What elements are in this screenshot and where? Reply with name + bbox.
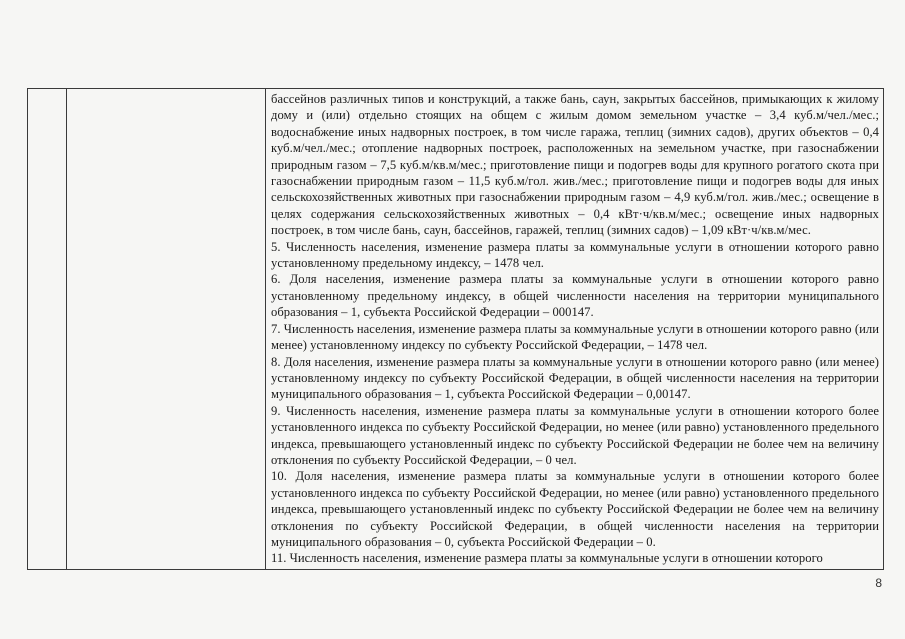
table-column-content [271, 91, 879, 569]
paragraph-item-8: 8. Доля населения, изменение размера платы за коммунальные услуги в отношении которого равно (или менее) установленному индексу по субъекту Российской Федерации, в общей численности населения на территории муниципального образования – 1, субъекта Российской Федерации – 0,00147. [271, 354, 879, 402]
paragraph-item-7: 7. Численность населения, изменение размера платы за коммунальные услуги в отношении которого равно (или менее) установленному индексу по субъекту Российской Федерации, – 1478 чел. [271, 321, 879, 353]
paragraph-item-10: 10. Доля населения, изменение размера платы за коммунальные услуги в отношении которого более установленного индекса по субъекту Российской Федерации, но менее (или равно) установленного предельного индекса, превышающего установленный индекс по субъекту Российской Федерации не более чем на величину отклонения по субъекту Российской Федерации, в общей численности населения на территории муниципального образования – 0, субъекта Российской Федерации – 0. [271, 469, 879, 549]
paragraph-continuation: бассейнов различных типов и конструкций, а также бань, саун, закрытых бассейнов, примыкающих к жилому дому и (или) отдельно стоящих на общем с жилым домом земельном участке – 3,4 куб.м/чел./мес.; водоснабжение иных надворных построек, в том числе гаража, теплиц (зимних садов), других объектов – 0,4 куб.м/чел./мес.; отопление надворных построек, расположенных на земельном участке, при газоснабжении природным газом – 7,5 куб.м/кв.м/мес.; приготовление пищи и подогрев воды для крупного рогатого скота при газоснабжении природным газом – 11,5 куб.м/гол. жив./мес.; приготовление пищи и подогрев воды для иных сельскохозяйственных животных при газоснабжении природным газом – 4,9 куб.м/гол. жив./мес.; освещение в целях содержания сельскохозяйственных животных – 0,4 кВт·ч/кв.м/мес.; освещение иных надворных построек, в том числе бань, саун, бассейнов, гаражей, теплиц (зимних садов) – 1,09 кВт·ч/кв.м/мес. [271, 92, 879, 238]
table-column-number [28, 89, 67, 569]
page-number: 8 [875, 576, 882, 590]
paragraph-item-9: 9. Численность населения, изменение размера платы за коммунальные услуги в отношении которого более установленного индекса по субъекту Российской Федерации, но менее (или равно) установленного предельного индекса, превышающего установленный индекс по субъекту Российской Федерации не более чем на величину отклонения по субъекту Российской Федерации, – 0 чел. [271, 403, 879, 467]
paragraph-item-6: 6. Доля населения, изменение размера платы за коммунальные услуги в отношении которого равно установленному предельному индексу, в общей численности населения на территории муниципального образования – 1, субъекта Российской Федерации – 000147. [271, 272, 879, 320]
paragraph-item-11: 11. Численность населения, изменение размера платы за коммунальные услуги в отношении которого [271, 551, 823, 566]
table-column-name [66, 89, 266, 569]
paragraph-item-5: 5. Численность населения, изменение размера платы за коммунальные услуги в отношении которого равно установленному предельному индексу, – 1478 чел. [271, 239, 879, 271]
document-table [27, 88, 884, 570]
